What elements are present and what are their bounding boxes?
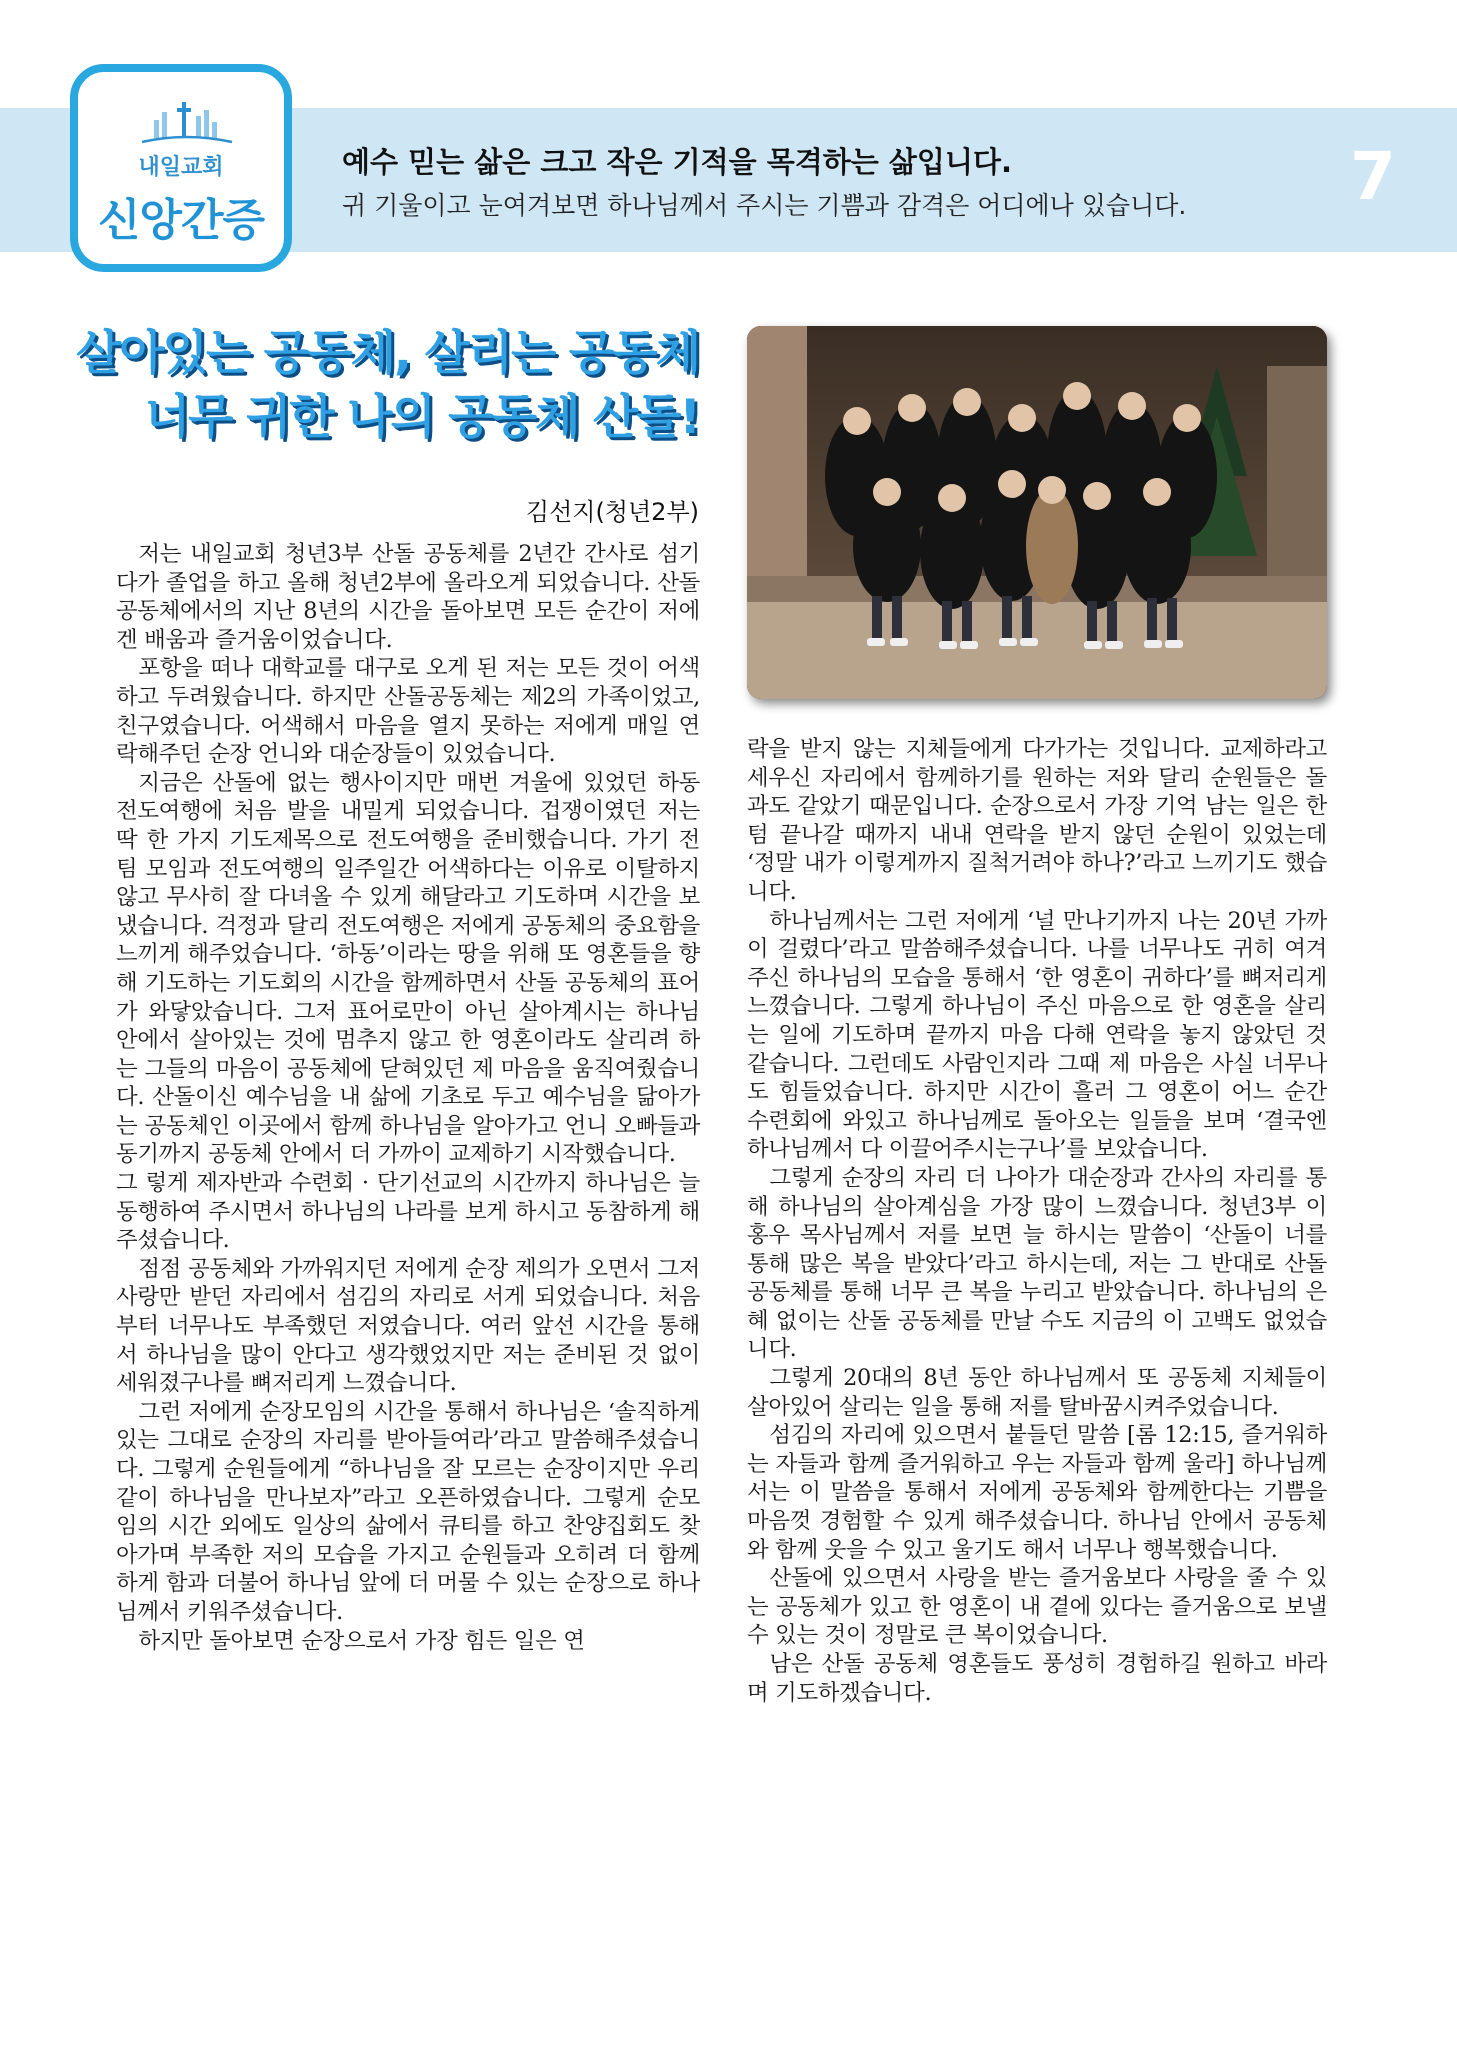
paragraph: 섬김의 자리에 있으면서 붙들던 말씀 [롬 12:15, 즐거워하는 자들과 함께 즐거워하고 우는 자들과 함께 울라] 하나님께서는 이 말씀을 통해서 저에게 공동체와 함께한다는 기쁨을 마음껏 경험할 수 있게 해주셨습니다. 하나님 안에서 공동체와 함께 웃을 수 있고 울기도 해서 너무나 행복했습니다.: [747, 1422, 1327, 1563]
article-author: 김선지(청년2부): [525, 498, 699, 526]
group-photo: [747, 326, 1327, 699]
paragraph: 포항을 떠나 대학교를 대구로 오게 된 저는 모든 것이 어색하고 두려웠습니다. 하지만 산돌공동체는 제2의 가족이었고, 친구였습니다. 어색해서 마음을 열지 못하는 저에게 매일 연락해주던 순장 언니와 대순장들이 있었습니다.: [116, 655, 700, 768]
page-number: 7: [1350, 138, 1396, 215]
article-left-column: [116, 540, 700, 1655]
church-logo-icon: [136, 98, 236, 148]
article-title-line-1: 살아있는 공동체, 살리는 공동체: [75, 326, 699, 381]
paragraph: 지금은 산돌에 없는 행사이지만 매번 겨울에 있었던 하동 전도여행에 처음 발을 내밀게 되었습니다. 겁쟁이였던 저는 딱 한 가지 기도제목으로 전도여행을 준비했습니다. 가기 전 팀 모임과 전도여행의 일주일간 어색하다는 이유로 이탈하지 않고 무사히 잘 다녀올 수 있게 해달라고 기도하며 시간을 보냈습니다. 걱정과 달리 전도여행은 저에게 공동체의 중요함을 느끼게 해주었습니다. ‘하동’이라는 땅을 위해 또 영혼들을 향해 기도하는 기도회의 시간을 함께하면서 산돌 공동체의 표어가 와닿았습니다. 그저 표어로만이 아닌 살아계시는 하나님 안에서 살아있는 것에 멈추지 않고 한 영혼이라도 살리려 하는 그들의 마음이 공동체에 닫혀있던 제 마음을 움직여줬습니다. 산돌이신 예수님을 내 삶에 기초로 두고 예수님을 닮아가는 공동체인 이곳에서 함께 하나님을 알아가고 언니 오빠들과 동기까지 공동체 안에서 더 가까이 교제하기 시작했습니다.: [116, 769, 700, 1168]
church-name: 내일교회: [138, 155, 224, 180]
paragraph: 그렇게 20대의 8년 동안 하나님께서 또 공동체 지체들이 살아있어 살리는 일을 통해 저를 탈바꿈시켜주었습니다.: [747, 1365, 1327, 1420]
paragraph: 점점 공동체와 가까워지던 저에게 순장 제의가 오면서 그저 사랑만 받던 자리에서 섬김의 자리로 서게 되었습니다. 처음부터 너무나도 부족했던 저였습니다. 여러 앞선 시간을 통해서 하나님을 많이 안다고 생각했었지만 저는 준비된 것 없이 세워졌구나를 뼈저리게 느꼈습니다.: [116, 1255, 700, 1397]
paragraph: 그 렇게 제자반과 수련회 · 단기선교의 시간까지 하나님은 늘 동행하여 주시면서 하나님의 나라를 보게 하시고 동참하게 해주셨습니다.: [116, 1170, 700, 1254]
article-right-column: [747, 735, 1327, 1707]
paragraph: 하나님께서는 그런 저에게 ‘널 만나기까지 나는 20년 가까이 걸렸다’라고 말씀해주셨습니다. 나를 너무나도 귀히 여겨주신 하나님의 모습을 통해서 ‘한 영혼이 귀하다’를 뼈저리게 느꼈습니다. 그렇게 하나님이 주신 마음으로 한 영혼을 살리는 일에 기도하며 끝까지 마음 다해 연락을 놓지 않았던 것 같습니다. 그런데도 사람인지라 그때 제 마음은 사실 너무나도 힘들었습니다. 하지만 시간이 흘러 그 영혼이 어느 순간 수련회에 와있고 하나님께로 돌아오는 일들을 보며 ‘결국엔 하나님께서 다 이끌어주시는구나’를 보았습니다.: [747, 907, 1327, 1163]
paragraph: 저는 내일교회 청년3부 산돌 공동체를 2년간 간사로 섬기다가 졸업을 하고 올해 청년2부에 올라오게 되었습니다. 산돌 공동체에서의 지난 8년의 시간을 돌아보면 모든 순간이 저에겐 배움과 즐거움이었습니다.: [116, 541, 700, 653]
article-title: [76, 322, 699, 450]
paragraph: 남은 산돌 공동체 영혼들도 풍성히 경험하길 원하고 바라며 기도하겠습니다.: [747, 1651, 1327, 1706]
paragraph: 락을 받지 않는 지체들에게 다가가는 것입니다. 교제하라고 세우신 자리에서 함께하기를 원하는 저와 달리 순원들은 돌과도 같았기 때문입니다. 순장으로서 가장 기억 남는 일은 한 텀 끝나갈 때까지 내내 연락을 받지 않던 순원이 있었는데 ‘정말 내가 이렇게까지 질척거려야 하나?’라고 느끼기도 했습니다.: [747, 736, 1327, 905]
header-headline: 예수 믿는 삶은 크고 작은 기적을 목격하는 삶입니다.: [342, 145, 1012, 179]
paragraph: 그렇게 순장의 자리 더 나아가 대순장과 간사의 자리를 통해 하나님의 살아계심을 가장 많이 느꼈습니다. 청년3부 이홍우 목사님께서 저를 보면 늘 하시는 말씀이 ‘산돌이 너를 통해 많은 복을 받았다’라고 하시는데, 저는 그 반대로 산돌공동체를 통해 너무 큰 복을 누리고 받았습니다. 하나님의 은혜 없이는 산돌 공동체를 만날 수도 지금의 이 고백도 없었습니다.: [747, 1164, 1327, 1363]
church-logo-badge: [70, 64, 292, 272]
paragraph: 산돌에 있으면서 사랑을 받는 즐거움보다 사랑을 줄 수 있는 공동체가 있고 한 영혼이 내 곁에 있다는 즐거움으로 보낼 수 있는 것이 정말로 큰 복이었습니다.: [747, 1565, 1327, 1649]
section-label: 신앙간증: [97, 195, 264, 246]
paragraph: 하지만 돌아보면 순장으로서 가장 힘든 일은 연: [138, 1627, 585, 1654]
article-title-line-2: 너무 귀한 나의 공동체 산돌!: [144, 390, 699, 445]
header-subline: 귀 기울이고 눈여겨보면 하나님께서 주시는 기쁨과 감격은 어디에나 있습니다.: [342, 191, 1187, 220]
group-photo-image: [747, 326, 1327, 699]
paragraph: 그런 저에게 순장모임의 시간을 통해서 하나님은 ‘솔직하게 있는 그대로 순장의 자리를 받아들여라’라고 말씀해주셨습니다. 그렇게 순원들에게 “하나님을 잘 모르는 순장이지만 우리 같이 하나님을 만나보자”라고 오픈하였습니다. 그렇게 순모임의 시간 외에도 일상의 삶에서 큐티를 하고 찬양집회도 찾아가며 부족한 저의 모습을 가지고 순원들과 오히려 더 함께하게 함과 더불어 하나님 앞에 더 머물 수 있는 순장으로 하나님께서 키워주셨습니다.: [116, 1398, 700, 1625]
